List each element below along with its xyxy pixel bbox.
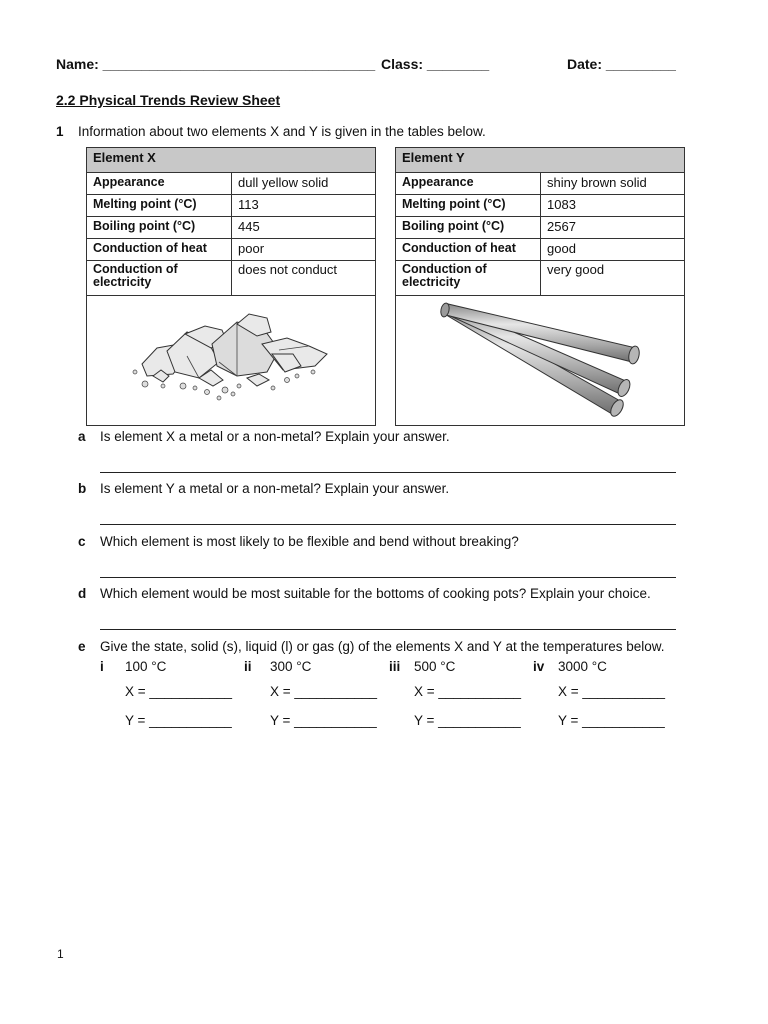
answer-line-a[interactable] — [100, 472, 676, 473]
part-a-text: Is element X a metal or a non-metal? Explain your answer. — [100, 429, 450, 444]
table-value: very good — [541, 261, 685, 296]
question-number: 1 — [56, 124, 64, 139]
table-key: Conduction of heat — [87, 239, 232, 261]
table-value: 113 — [232, 195, 376, 217]
x-answer-ii[interactable]: X = ___________ — [270, 684, 377, 699]
y-answer-iv[interactable]: Y = ___________ — [558, 713, 665, 728]
table-value: poor — [232, 239, 376, 261]
table-value: 2567 — [541, 217, 685, 239]
table-key: Boiling point (°C) — [87, 217, 232, 239]
temp-iii: 500 °C — [414, 659, 456, 674]
part-d-text: Which element would be most suitable for the bottoms of cooking pots? Explain your choice. — [100, 586, 651, 601]
answer-line-b[interactable] — [100, 524, 676, 525]
numeral-i: i — [100, 659, 104, 674]
date-field: Date: _________ — [567, 56, 676, 72]
y-answer-i[interactable]: Y = ___________ — [125, 713, 232, 728]
temp-i: 100 °C — [125, 659, 167, 674]
table-value: shiny brown solid — [541, 173, 685, 195]
numeral-iii: iii — [389, 659, 401, 674]
table-value: dull yellow solid — [232, 173, 376, 195]
table-value: good — [541, 239, 685, 261]
part-b-text: Is element Y a metal or a non-metal? Explain your answer. — [100, 481, 450, 496]
temp-iv: 3000 °C — [558, 659, 607, 674]
class-field: Class: ________ — [381, 56, 490, 72]
table-key: Boiling point (°C) — [396, 217, 541, 239]
part-d-letter: d — [78, 586, 87, 601]
element-y-heading: Element Y — [396, 148, 685, 173]
copper-rods-illustration — [396, 296, 684, 422]
page-title: 2.2 Physical Trends Review Sheet — [56, 92, 281, 108]
element-x-image-cell — [87, 296, 376, 426]
part-b-letter: b — [78, 481, 87, 496]
table-key: Appearance — [87, 173, 232, 195]
element-y-image-cell — [396, 296, 685, 426]
x-answer-i[interactable]: X = ___________ — [125, 684, 232, 699]
x-answer-iv[interactable]: X = ___________ — [558, 684, 665, 699]
y-answer-iii[interactable]: Y = ___________ — [414, 713, 521, 728]
numeral-ii: ii — [244, 659, 252, 674]
answer-line-c[interactable] — [100, 577, 676, 578]
name-field: Name: ___________________________________ — [56, 56, 376, 72]
answer-line-d[interactable] — [100, 629, 676, 630]
part-e-letter: e — [78, 639, 86, 654]
table-key: Appearance — [396, 173, 541, 195]
element-x-table — [86, 147, 376, 426]
element-y-table — [395, 147, 685, 426]
part-c-letter: c — [78, 534, 86, 549]
sulfur-rocks-illustration — [87, 296, 375, 422]
table-value: does not conduct — [232, 261, 376, 296]
element-x-heading: Element X — [87, 148, 376, 173]
table-key: Conduction of electricity — [87, 261, 232, 296]
x-answer-iii[interactable]: X = ___________ — [414, 684, 521, 699]
temp-ii: 300 °C — [270, 659, 312, 674]
table-key: Melting point (°C) — [87, 195, 232, 217]
table-key: Melting point (°C) — [396, 195, 541, 217]
part-c-text: Which element is most likely to be flexible and bend without breaking? — [100, 534, 519, 549]
numeral-iv: iv — [533, 659, 545, 674]
question-intro: Information about two elements X and Y is given in the tables below. — [78, 124, 486, 139]
part-a-letter: a — [78, 429, 86, 444]
table-key: Conduction of electricity — [396, 261, 541, 296]
table-key: Conduction of heat — [396, 239, 541, 261]
y-answer-ii[interactable]: Y = ___________ — [270, 713, 377, 728]
part-e-text: Give the state, solid (s), liquid (l) or gas (g) of the elements X and Y at the temperatures below. — [100, 639, 665, 654]
table-value: 445 — [232, 217, 376, 239]
page-number: 1 — [57, 947, 64, 961]
table-value: 1083 — [541, 195, 685, 217]
